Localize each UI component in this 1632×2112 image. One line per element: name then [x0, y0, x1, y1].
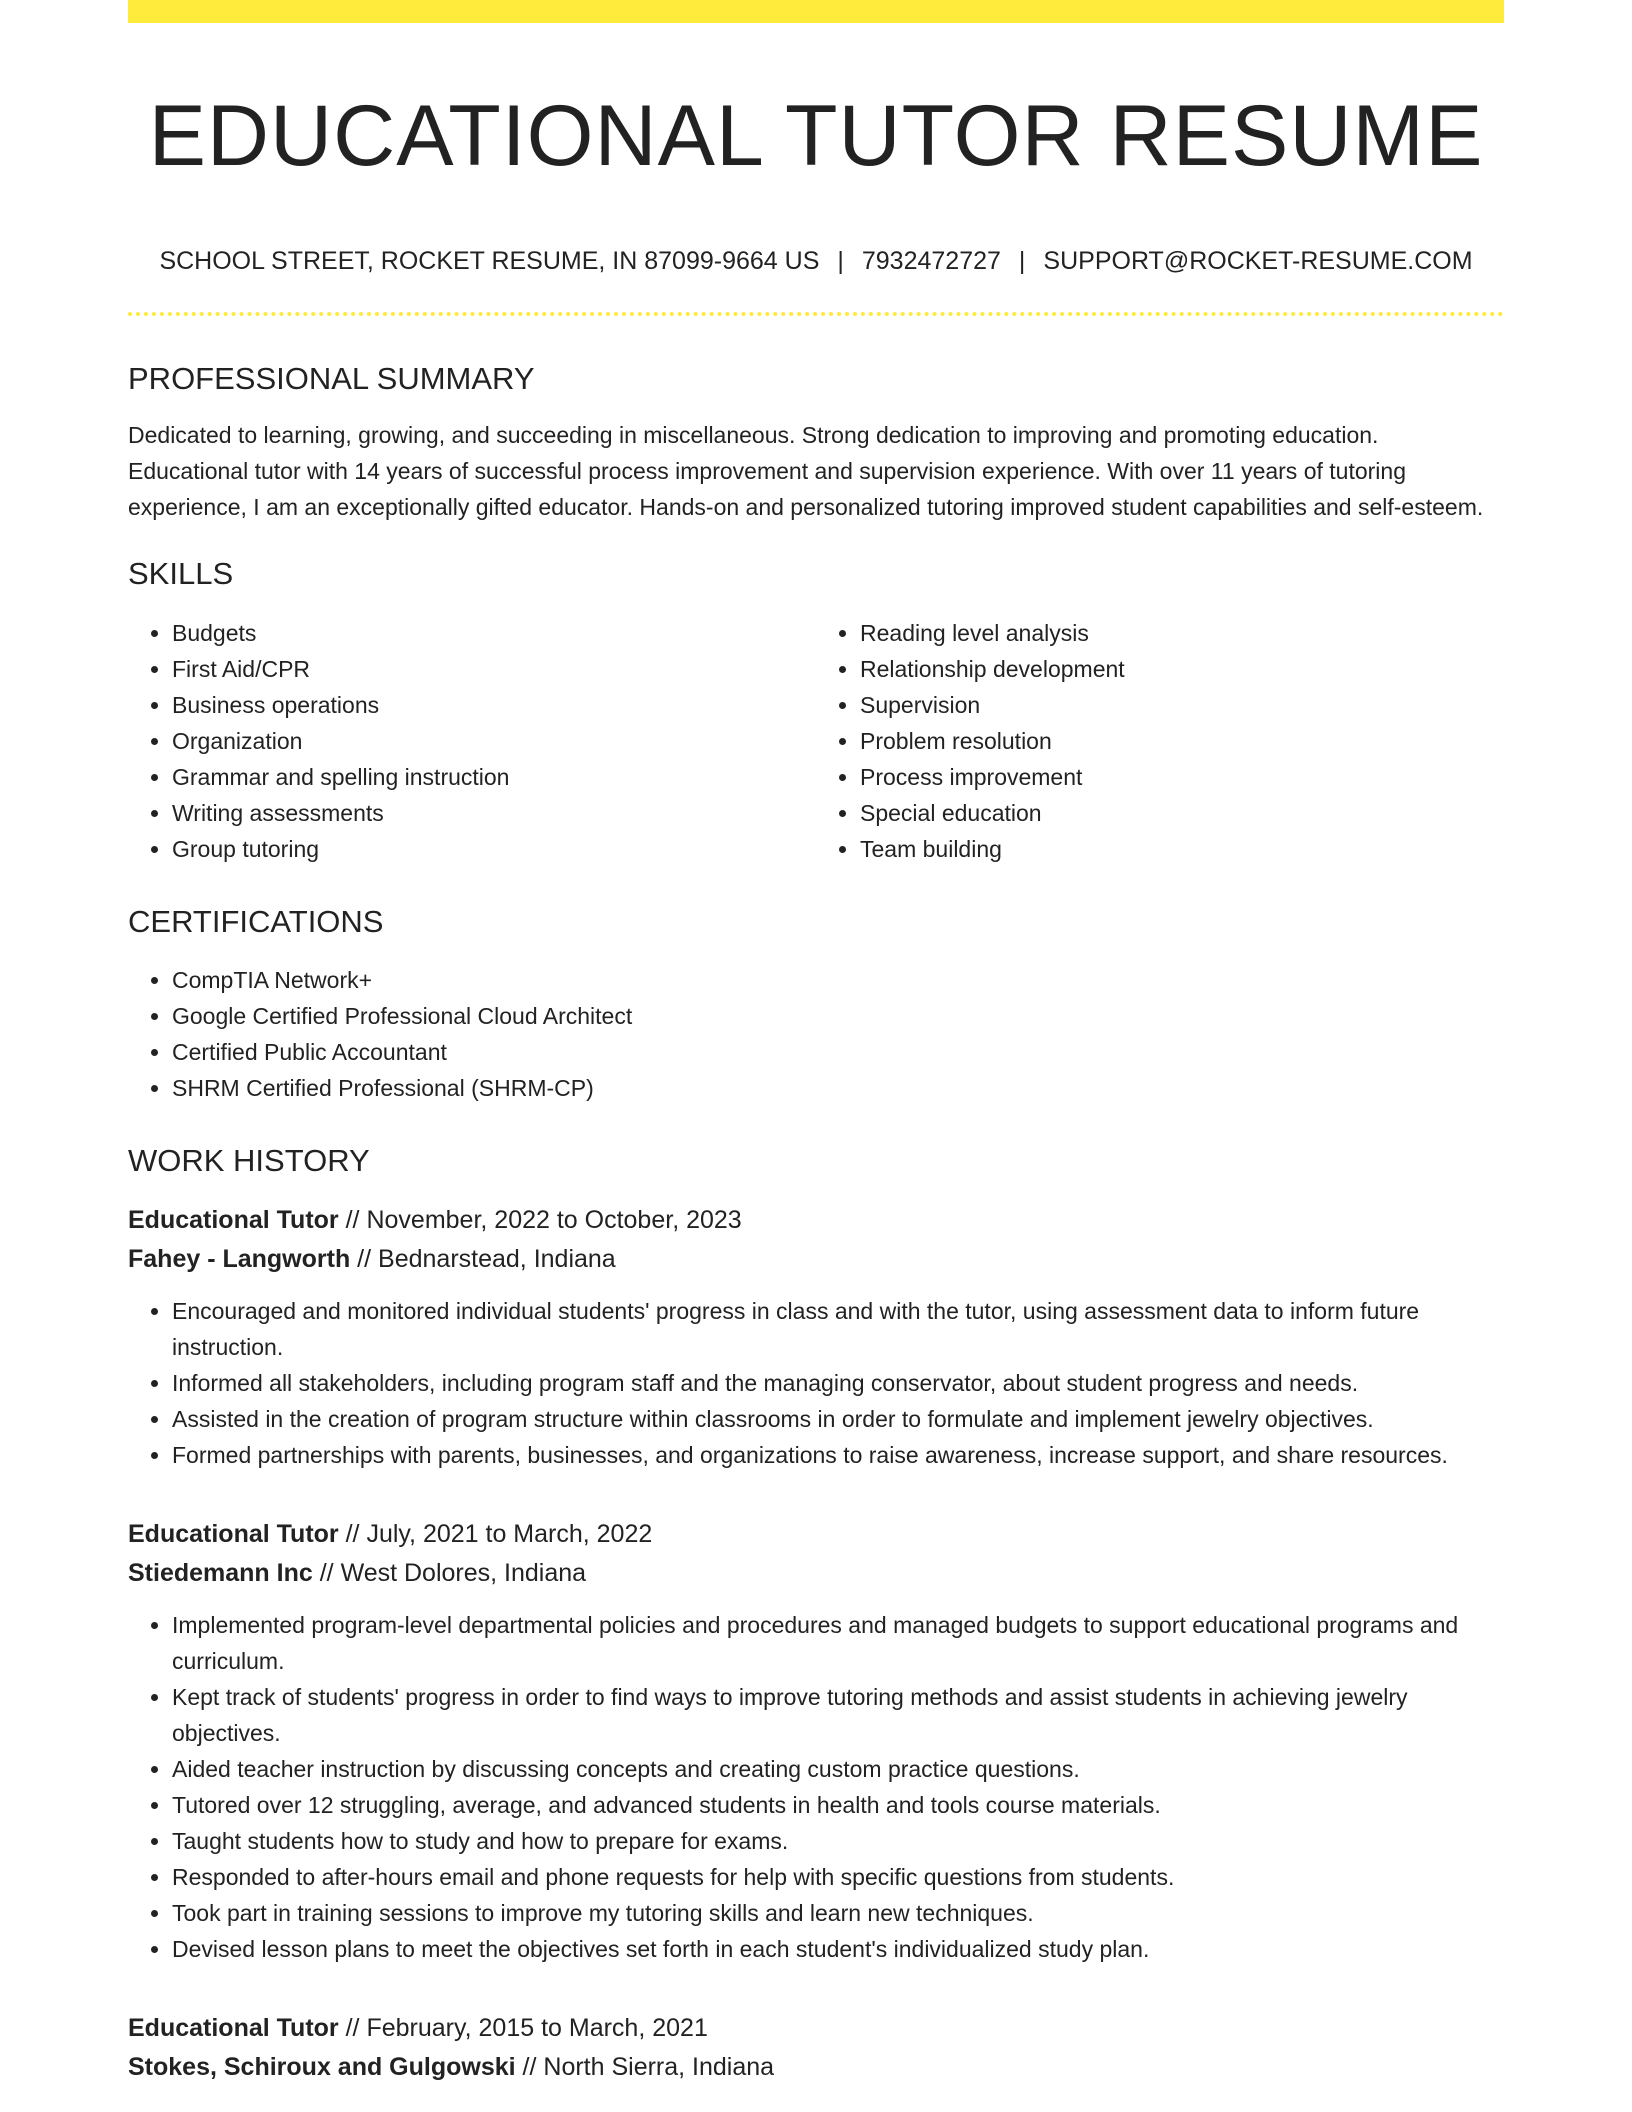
- job-bullet: • Encouraged and monitored individual students' progress in class and with the tutor, using assessment data to inform future instruction.: [172, 1293, 1504, 1365]
- job-location: West Dolores, Indiana: [340, 1558, 587, 1587]
- contact-separator: |: [837, 247, 844, 276]
- skill-item: • Problem resolution: [860, 723, 1504, 759]
- job-bullet: • Formed partnerships with parents, businesses, and organizations to raise awareness, increase support, and share resources.: [172, 1437, 1504, 1473]
- contact-line: [128, 246, 1504, 276]
- certifications-heading: CERTIFICATIONS: [128, 903, 384, 939]
- skill-item: • Supervision: [860, 687, 1504, 723]
- skill-item: • Budgets: [172, 615, 816, 651]
- dotted-divider: [128, 312, 1504, 316]
- job-role-line: [128, 2009, 1504, 2048]
- skill-item: • First Aid/CPR: [172, 651, 816, 687]
- skill-item: • Reading level analysis: [860, 615, 1504, 651]
- certification-item: • Google Certified Professional Cloud Architect: [172, 998, 1504, 1034]
- job-separator: //: [338, 2013, 367, 2042]
- skill-item: • Organization: [172, 723, 816, 759]
- job-role: Educational Tutor: [128, 1205, 339, 1234]
- resume-title: EDUCATIONAL TUTOR RESUME: [148, 88, 1484, 184]
- job-company-line: [128, 1554, 1504, 1593]
- job-bullet: • Taught students how to study and how to prepare for exams.: [172, 1823, 1504, 1859]
- summary-heading: PROFESSIONAL SUMMARY: [128, 361, 535, 397]
- skills-left-list: [128, 615, 816, 867]
- job-bullet: • Responded to after-hours email and phone requests for help with specific questions from students.: [172, 1859, 1504, 1895]
- certification-item: • SHRM Certified Professional (SHRM-CP): [172, 1070, 1504, 1106]
- job-role-line: [128, 1201, 1504, 1240]
- job-company: Fahey - Langworth: [128, 1244, 351, 1273]
- skill-item: • Special education: [860, 795, 1504, 831]
- job-role-line: [128, 1515, 1504, 1554]
- job-role: Educational Tutor: [128, 2013, 339, 2042]
- job-bullet: • Informed all stakeholders, including program staff and the managing conservator, about student progress and needs.: [172, 1365, 1504, 1401]
- job-bullet: • Took part in training sessions to improve my tutoring skills and learn new techniques.: [172, 1895, 1504, 1931]
- summary-text: Dedicated to learning, growing, and succeeding in miscellaneous. Strong dedication to improving and promoting education. Educational tutor with 14 years of successful process improvement and supervision experience. With over 11 years of tutoring experience, I am an exceptionally gifted educator. Hands-on and personalized tutoring improved student capabilities and self-esteem.: [128, 422, 1484, 521]
- skill-item: • Business operations: [172, 687, 816, 723]
- job-separator: //: [312, 1558, 341, 1587]
- contact-address: SCHOOL STREET, ROCKET RESUME, IN 87099-9664 US: [159, 247, 820, 276]
- skill-item: • Group tutoring: [172, 831, 816, 867]
- job-bullet: • Assisted in the creation of program structure within classrooms in order to formulate and implement jewelry objectives.: [172, 1401, 1504, 1437]
- job-company: Stiedemann Inc: [128, 1558, 313, 1587]
- certification-item: • CompTIA Network+: [172, 962, 1504, 998]
- job-bullet: • Tutored over 12 struggling, average, and advanced students in health and tools course materials.: [172, 1787, 1504, 1823]
- skill-item: • Writing assessments: [172, 795, 816, 831]
- skills-heading: SKILLS: [128, 556, 234, 592]
- job-bullets: [128, 1607, 1504, 1967]
- job-location: North Sierra, Indiana: [543, 2052, 775, 2081]
- contact-email: SUPPORT@ROCKET-RESUME.COM: [1043, 247, 1473, 276]
- job-company: Stokes, Schiroux and Gulgowski: [128, 2052, 516, 2081]
- top-accent-bar: [128, 0, 1504, 23]
- job-dates: February, 2015 to March, 2021: [366, 2013, 708, 2042]
- skills-columns: [128, 615, 1504, 867]
- job-bullets: [128, 1293, 1504, 1473]
- skills-right-list: [816, 615, 1504, 867]
- certifications-list: [128, 962, 1504, 1106]
- job-separator: //: [338, 1519, 367, 1548]
- job-bullet: • Devised lesson plans to meet the objectives set forth in each student's individualized study plan.: [172, 1931, 1504, 1967]
- contact-phone: 7932472727: [861, 247, 1001, 276]
- skill-item: • Grammar and spelling instruction: [172, 759, 816, 795]
- skill-item: • Relationship development: [860, 651, 1504, 687]
- work-history-heading: WORK HISTORY: [128, 1142, 370, 1178]
- job-company-line: [128, 1240, 1504, 1279]
- job-role: Educational Tutor: [128, 1519, 339, 1548]
- job-location: Bednarstead, Indiana: [378, 1244, 616, 1273]
- job-separator: //: [515, 2052, 544, 2081]
- resume-page: [128, 0, 1504, 2087]
- job-entry: [128, 2009, 1504, 2087]
- certification-item: • Certified Public Accountant: [172, 1034, 1504, 1070]
- job-company-line: [128, 2048, 1504, 2087]
- skill-item: • Team building: [860, 831, 1504, 867]
- job-entry: [128, 1201, 1504, 1473]
- job-dates: November, 2022 to October, 2023: [366, 1205, 742, 1234]
- job-separator: //: [350, 1244, 379, 1273]
- job-bullet: • Implemented program-level departmental policies and procedures and managed budgets to support educational programs and curriculum.: [172, 1607, 1504, 1679]
- job-dates: July, 2021 to March, 2022: [366, 1519, 653, 1548]
- job-bullet: • Kept track of students' progress in order to find ways to improve tutoring methods and assist students in achieving jewelry objectives.: [172, 1679, 1504, 1751]
- job-entry: [128, 1515, 1504, 1967]
- job-separator: //: [338, 1205, 367, 1234]
- job-bullet: • Aided teacher instruction by discussing concepts and creating custom practice questions.: [172, 1751, 1504, 1787]
- contact-separator: |: [1018, 247, 1026, 276]
- skill-item: • Process improvement: [860, 759, 1504, 795]
